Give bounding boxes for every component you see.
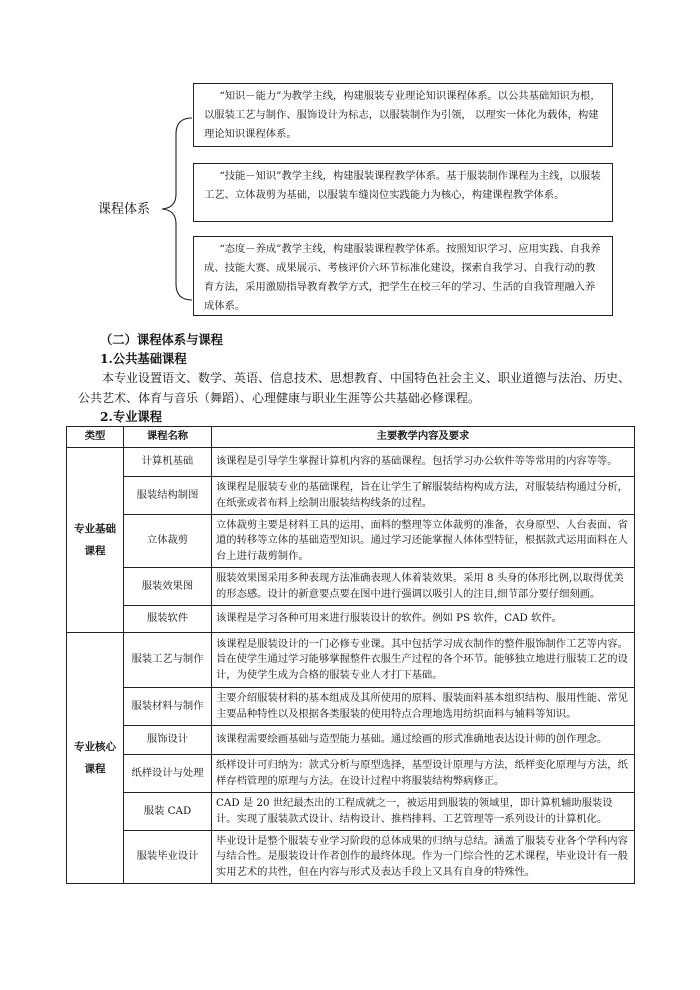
course-name: 服装 CAD [124,793,212,831]
course-name: 服装工艺与制作 [124,633,212,688]
table-row [67,606,635,633]
course-desc: CAD 是 20 世纪最杰出的工程成就之一，被运用到服装的领域里，即计算机辅助服装设计。实现了服装款式设计、结构设计、推档排料、工艺管理等一系列设计的计算机化。 [212,793,635,831]
course-name: 服装毕业设计 [124,831,212,884]
table-header-row [67,427,635,448]
course-name: 立体裁剪 [124,515,212,568]
diagram-box-attitude: “态度－养成”教学主线，构建服装课程教学体系。按照知识学习、应用实践、自我养成、技能大赛、成果展示、考核评价六环节标准化建设，探索自我学习、自我行动的教育方法，采用激励指导教育教学方式，把学生在校三年的学习、生活的自我管理融入养成体系。 [193,236,613,316]
course-desc: 立体裁剪主要是材料工具的运用、面料的整理等立体裁剪的准备，衣身原型、人台表面、省道的转移等立体的基础造型知识。通过学习还能掌握人体体型特征，根据款式运用面料在人台上进行裁剪制作。 [212,515,635,568]
course-name: 计算机基础 [124,448,212,477]
course-name: 服装软件 [124,606,212,633]
table-row [67,633,635,688]
table-row [67,448,635,477]
course-desc: 毕业设计是整个服装专业学习阶段的总体成果的归纳与总结。涵盖了服装专业各个学科内容与结合性。是服装设计作者创作的最终体现。作为一门综合性的艺术课程，毕业设计有一般实用艺术的共性，但在内容与形式及表达手段上又具有自身的特殊性。 [212,831,635,884]
course-desc: 该课程是学习各种可用来进行服装设计的软件。例如 PS 软件，CAD 软件。 [212,606,635,633]
header-content: 主要教学内容及要求 [212,427,635,448]
course-desc: 主要介绍服装材料的基本组成及其所使用的原料、服装面料基本组织结构、服用性能、常见主要品种特性以及根据各类服装的使用特点合理地选用纺织面料与辅料等知识。 [212,688,635,726]
course-desc: 该课程需要绘画基础与造型能力基础。通过绘画的形式准确地表达设计师的创作理念。 [212,726,635,755]
course-desc: 服装效果图采用多种表现方法准确表现人体着装效果。采用 8 头身的体形比例,以取得优美的形态感。设计的新意要点要在图中进行强调以吸引人的注目,细节部分要仔细刻画。 [212,568,635,606]
header-course-name: 课程名称 [124,427,212,448]
diagram-box-knowledge: “知识－能力”为教学主线，构建服装专业理论知识课程体系。以公共基础知识为根，以服装工艺与制作、服饰设计为标志，以服装制作为引领， 以理实一体化为载体，构建理论知识课程体系。 [193,83,613,147]
table-row [67,477,635,515]
course-name: 服饰设计 [124,726,212,755]
category-cell: 专业核心课程 [67,633,124,884]
table-row [67,831,635,884]
course-name: 服装结构制图 [124,477,212,515]
course-name: 服装材料与制作 [124,688,212,726]
course-desc: 该课程是引导学生掌握计算机内容的基础课程。包括学习办公软件等等常用的内容等等。 [212,448,635,477]
course-desc: 该课程是服装专业的基础课程，旨在让学生了解服装结构构成方法，对服装结构通过分析，在纸张或者布料上绘制出服装结构线条的过程。 [212,477,635,515]
category-cell: 专业基础课程 [67,448,124,633]
course-name: 纸样设计与处理 [124,755,212,793]
table-row [67,726,635,755]
table-row [67,688,635,726]
diagram-center-label: 课程体系 [98,202,151,217]
course-desc: 该课程是服装设计的一门必修专业课。其中包括学习成衣制作的整件服饰制作工艺等内容。旨在使学生通过学习能够掌握整件衣服生产过程的各个环节。能够独立地进行服装工艺的设计，为使学生成为合格的服装专业人才打下基础。 [212,633,635,688]
section-title: （二）课程体系与课程 [100,332,223,347]
table-row [67,568,635,606]
course-desc: 纸样设计可归纳为：款式分析与原型选择，基型设计原理与方法，纸样变化原理与方法，纸样存档管理的原理与方法。在设计过程中将服装结构弊病修正。 [212,755,635,793]
public-courses-paragraph: 本专业设置语文、数学、英语、信息技术、思想教育、中国特色社会主义、职业道德与法治、历史、公共艺术、体育与音乐（舞蹈）、心理健康与职业生涯等公共基础必修课程。 [78,371,631,405]
header-type: 类型 [67,427,124,448]
subsection-public-title: 1.公共基础课程 [100,351,187,366]
course-table [66,426,635,884]
table-row [67,793,635,831]
subsection-professional-title: 2.专业课程 [100,409,163,424]
table-row [67,515,635,568]
table-row [67,755,635,793]
course-name: 服装效果图 [124,568,212,606]
diagram-box-skill: “技能－知识”教学主线，构建服装课程教学体系。基于服装制作课程为主线，以服装工艺、立体裁剪为基础，以服装车缝岗位实践能力为核心，构建课程教学体系。 [193,163,613,222]
